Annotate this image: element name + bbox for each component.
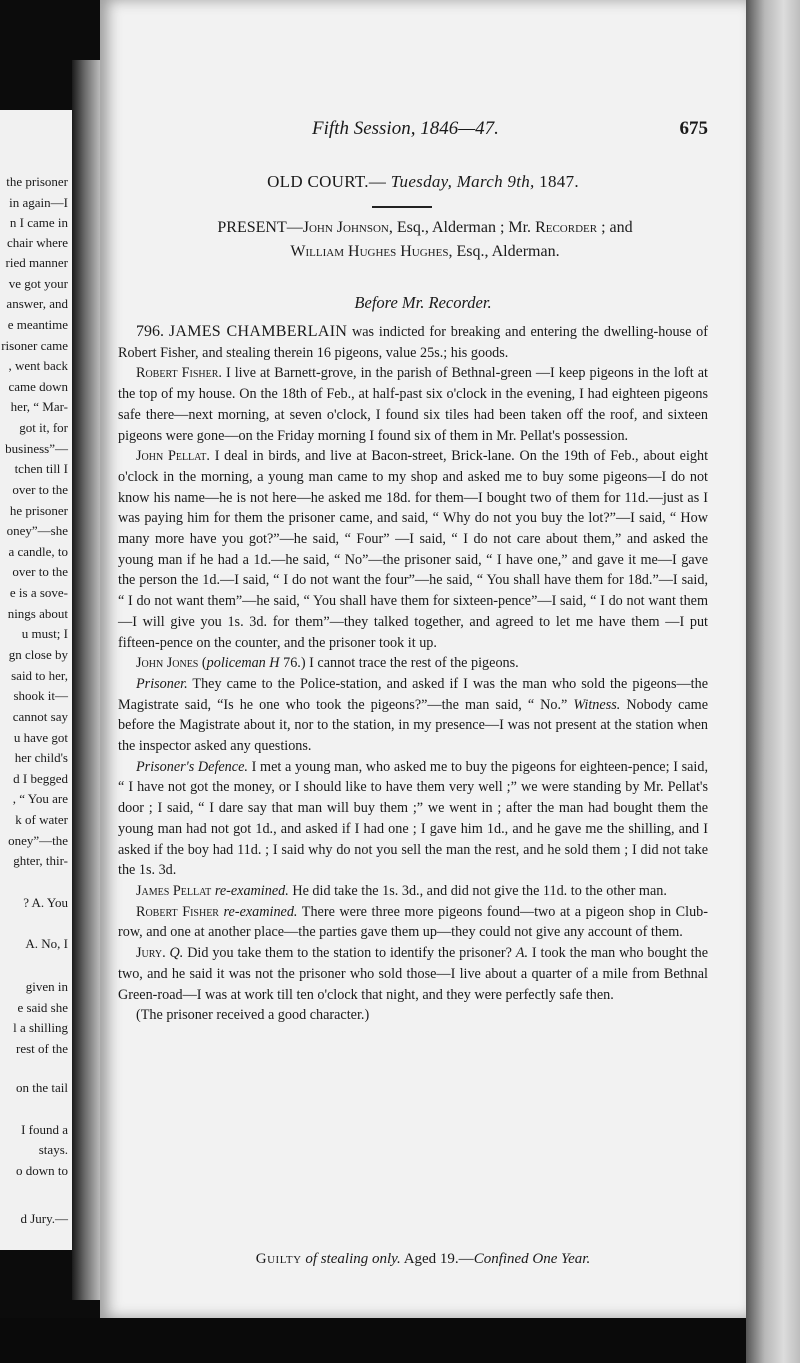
left-page-line: I found a bbox=[21, 1122, 68, 1137]
present-name-1: John Johnson bbox=[302, 219, 389, 236]
testimony-paragraph: John Jones (policeman H 76.) I cannot trace the rest of the pigeons. bbox=[136, 655, 519, 672]
left-page-line: answer, and bbox=[6, 296, 68, 311]
present-name-3: William Hughes Hughes bbox=[290, 243, 449, 260]
left-page-line: nings about bbox=[7, 606, 68, 621]
testimony-paragraph bbox=[118, 881, 708, 902]
left-page-line: n I came in bbox=[9, 215, 68, 230]
left-page-line: said to her, bbox=[11, 668, 68, 683]
left-page-line: u have got bbox=[13, 730, 68, 745]
speaker-role: policeman H bbox=[206, 655, 280, 672]
prisoner-name: JAMES CHAMBERLAIN bbox=[168, 323, 348, 340]
present-block bbox=[140, 216, 710, 264]
left-page-line: e is a sove- bbox=[9, 585, 68, 600]
testimony-text: I took the man who bought the two, and he said it was not the prisoner who sold those—I live about a quarter of a mile from Bethnal Green-road—I was at work till ten o'clock that night, and they were perfectly safe then. bbox=[118, 945, 709, 1003]
testimony-text: Nobody came before the Magistrate about it, nor to the station, in my presence—I was not present at the station when the inspector asked any questions. bbox=[118, 696, 708, 755]
left-page-line: the prisoner bbox=[6, 174, 68, 189]
question-label: Q. bbox=[169, 945, 184, 962]
scan-border bbox=[0, 1318, 746, 1363]
left-page-line: in again—I bbox=[9, 195, 68, 210]
right-page bbox=[100, 0, 746, 1318]
speaker-name: John Jones bbox=[136, 655, 199, 672]
testimony-text: I live at Barnett-grove, in the parish of Bethnal-green —I keep pigeons in the loft at the top of my house. On the 18th of Feb., at half-past six o'clock in the evening, I had eighteen pigeons safe there—next morning, at seven o'clock, I found six tiles had been taken off the roof, and sixteen pigeons were gone—on the Friday morning I found six of them in Mr. Pellat's possession. bbox=[118, 365, 708, 444]
present-text-1: , Esq., Alderman ; Mr. bbox=[388, 219, 536, 236]
testimony-text: I deal in birds, and live at Bacon-street, Brick-lane. On the 19th of Feb., about eight o'clock in the morning, a young man came to my shop and asked me to buy some pigeons—I do not know his name—he is not here—he asked me 18d. for them—I bought two of them for 11d.—just as I was paying him for them the prisoner came, and said, “ Why do not you buy the lot?”—I said, “ How many more have you got?”—he said, “ Four” —I said, “ I do not care about them,” and asked the young man if he had a 1d.—he said, “ No”—the prisoner said, “ I have one,” and gave it me—I gave the person the 1d.—I said, “ I do not want the four”—he said, “ You shall have them for 18d.”—I said, “ I do not want them”—he said, “ You shall have them for sixteen-pence”—I said, “ I do not want them—I will give you 1s. 3d. for them”—they talked together, and agreed to let me have them —I put fifteen-pence on the counter, and the prisoner took it up. bbox=[118, 448, 709, 651]
testimony-text: I cannot trace the rest of the pigeons. bbox=[309, 655, 519, 672]
testimony-paragraph bbox=[118, 363, 708, 446]
testimony-paragraph bbox=[118, 902, 708, 943]
left-page-line: got it, for bbox=[19, 420, 68, 435]
left-page-line: a candle, to bbox=[8, 544, 68, 559]
speaker-name: John Pellat. bbox=[136, 448, 210, 465]
before-judge: Before Mr. Recorder. bbox=[354, 293, 492, 312]
witness-label: Witness. bbox=[573, 696, 621, 713]
left-page-line: ? A. You bbox=[23, 895, 68, 910]
left-page-line: on the tail bbox=[16, 1080, 68, 1095]
left-page-line: oney”—the bbox=[8, 833, 68, 848]
testimony-text: I met a young man, who asked me to buy the pigeons for eighteen-pence; I said, “ I have not got the money, or I should like to have them very well ;” we were standing by Mr. Pellat's door ; I said, “ I dare say that man will buy them ;” we went in ; after the man had bought them the young man had not got 1d., and asked if I had one ; I gave him 1d., and he gave me the shilling, and I asked if the boy had 11d. ; I said why do not you sell the man the rest, and he sold them ; I did not take the 1s. 3d. bbox=[118, 758, 709, 879]
testimony-paragraph bbox=[118, 757, 708, 881]
answer-label: A. bbox=[515, 945, 529, 962]
testimony-text: There were three more pigeons found—two at a pigeon shop in Club-row, and one at another place—the parties gave them up—they could not give any account of them. bbox=[118, 903, 709, 941]
left-page-line: stays. bbox=[38, 1142, 68, 1157]
case-body bbox=[118, 322, 708, 1026]
testimony-text: He did take the 1s. 3d., and did not give the 11d. to the other man. bbox=[292, 882, 667, 899]
left-page-line: business”— bbox=[5, 441, 68, 456]
case-charge: was indicted for breaking and entering the dwelling-house of Robert Fisher, and stealing therein 16 pigeons, value 25s.; his goods. bbox=[118, 324, 709, 361]
left-page-line: cannot say bbox=[12, 709, 68, 724]
verdict-age: Aged 19.— bbox=[403, 1251, 474, 1267]
page-header bbox=[100, 118, 746, 144]
speaker-name: Jury. bbox=[136, 945, 166, 962]
note-text: (The prisoner received a good character.) bbox=[136, 1007, 370, 1024]
verdict-qualifier: of stealing only. bbox=[305, 1251, 401, 1267]
left-page-line: over to the bbox=[12, 564, 68, 579]
testimony-paragraph bbox=[118, 446, 708, 653]
left-page-line: given in bbox=[25, 979, 68, 994]
verdict-line bbox=[100, 1251, 746, 1268]
present-text-2: ; and bbox=[597, 219, 633, 236]
testimony-text: They came to the Police-station, and asked if I was the man who sold the pigeons—the Magistrate said, “Is he one who took the pigeons?”—the man said, “ No.” bbox=[118, 675, 708, 713]
speaker-name: Robert Fisher. bbox=[136, 365, 222, 382]
left-page-line: tchen till I bbox=[14, 461, 68, 476]
verdict-guilty: Guilty bbox=[255, 1251, 302, 1267]
speaker-name: Robert Fisher bbox=[136, 903, 219, 920]
running-head: Fifth Session, 1846—47. bbox=[312, 118, 499, 139]
left-page-line: e said she bbox=[17, 1000, 68, 1015]
speaker-name: Prisoner. bbox=[136, 675, 188, 692]
left-page-line: rest of the bbox=[16, 1041, 68, 1056]
speaker-badge: 76.) bbox=[283, 655, 306, 672]
left-page-line: he prisoner bbox=[9, 503, 68, 518]
left-page-line: u must; I bbox=[21, 626, 68, 641]
left-page-line: o down to bbox=[16, 1163, 68, 1178]
speaker-name: James Pellat bbox=[136, 882, 212, 899]
left-page-line: over to the bbox=[12, 482, 68, 497]
left-page-line: shook it— bbox=[13, 688, 68, 703]
page-number: 675 bbox=[679, 118, 708, 139]
left-page-line: gn close by bbox=[8, 647, 68, 662]
left-page-fragment bbox=[0, 110, 72, 1250]
court-date: Tuesday, March 9th, bbox=[390, 172, 535, 191]
testimony-text: Did you take them to the station to identify the prisoner? bbox=[187, 945, 512, 962]
left-page-line: her, “ Mar- bbox=[10, 399, 68, 414]
present-text-3: , Esq., Alderman. bbox=[448, 243, 560, 260]
left-page-line: A. No, I bbox=[25, 936, 68, 951]
court-heading bbox=[100, 172, 746, 192]
court-year: 1847. bbox=[539, 172, 579, 191]
testimony-paragraph bbox=[118, 674, 708, 757]
present-label: PRESENT— bbox=[217, 219, 303, 236]
case-number: 796. bbox=[136, 323, 164, 340]
left-page-line: came down bbox=[8, 379, 68, 394]
left-page-line: , “ You are bbox=[12, 791, 68, 806]
left-page-line: l a shilling bbox=[13, 1020, 68, 1035]
left-page-line: ve got your bbox=[8, 276, 68, 291]
left-page-line: , went back bbox=[8, 358, 68, 373]
verdict-sentence: Confined One Year. bbox=[473, 1251, 591, 1267]
left-page-line: d I begged bbox=[13, 771, 68, 786]
character-note bbox=[118, 1005, 708, 1026]
speaker-suffix: re-examined. bbox=[214, 882, 289, 899]
left-page-line: oney”—she bbox=[6, 523, 68, 538]
left-page-line: her child's bbox=[14, 750, 68, 765]
left-page-line: risoner came bbox=[1, 338, 68, 353]
present-name-2: Recorder bbox=[535, 219, 598, 236]
speaker-suffix: re-examined. bbox=[223, 903, 298, 920]
left-page-line: ghter, thir- bbox=[13, 853, 68, 868]
left-page-line: e meantime bbox=[7, 317, 68, 332]
testimony-paragraph bbox=[118, 943, 708, 1005]
left-page-line: ried manner bbox=[5, 255, 68, 270]
left-page-line: chair where bbox=[7, 235, 68, 250]
case-intro bbox=[118, 322, 708, 363]
left-page-line: d Jury.— bbox=[20, 1211, 68, 1226]
heading-rule bbox=[372, 206, 432, 208]
page-edge bbox=[746, 0, 800, 1363]
left-page-line: k of water bbox=[15, 812, 68, 827]
court-name: OLD COURT.— bbox=[267, 172, 387, 191]
speaker-name: Prisoner's Defence. bbox=[136, 758, 248, 775]
